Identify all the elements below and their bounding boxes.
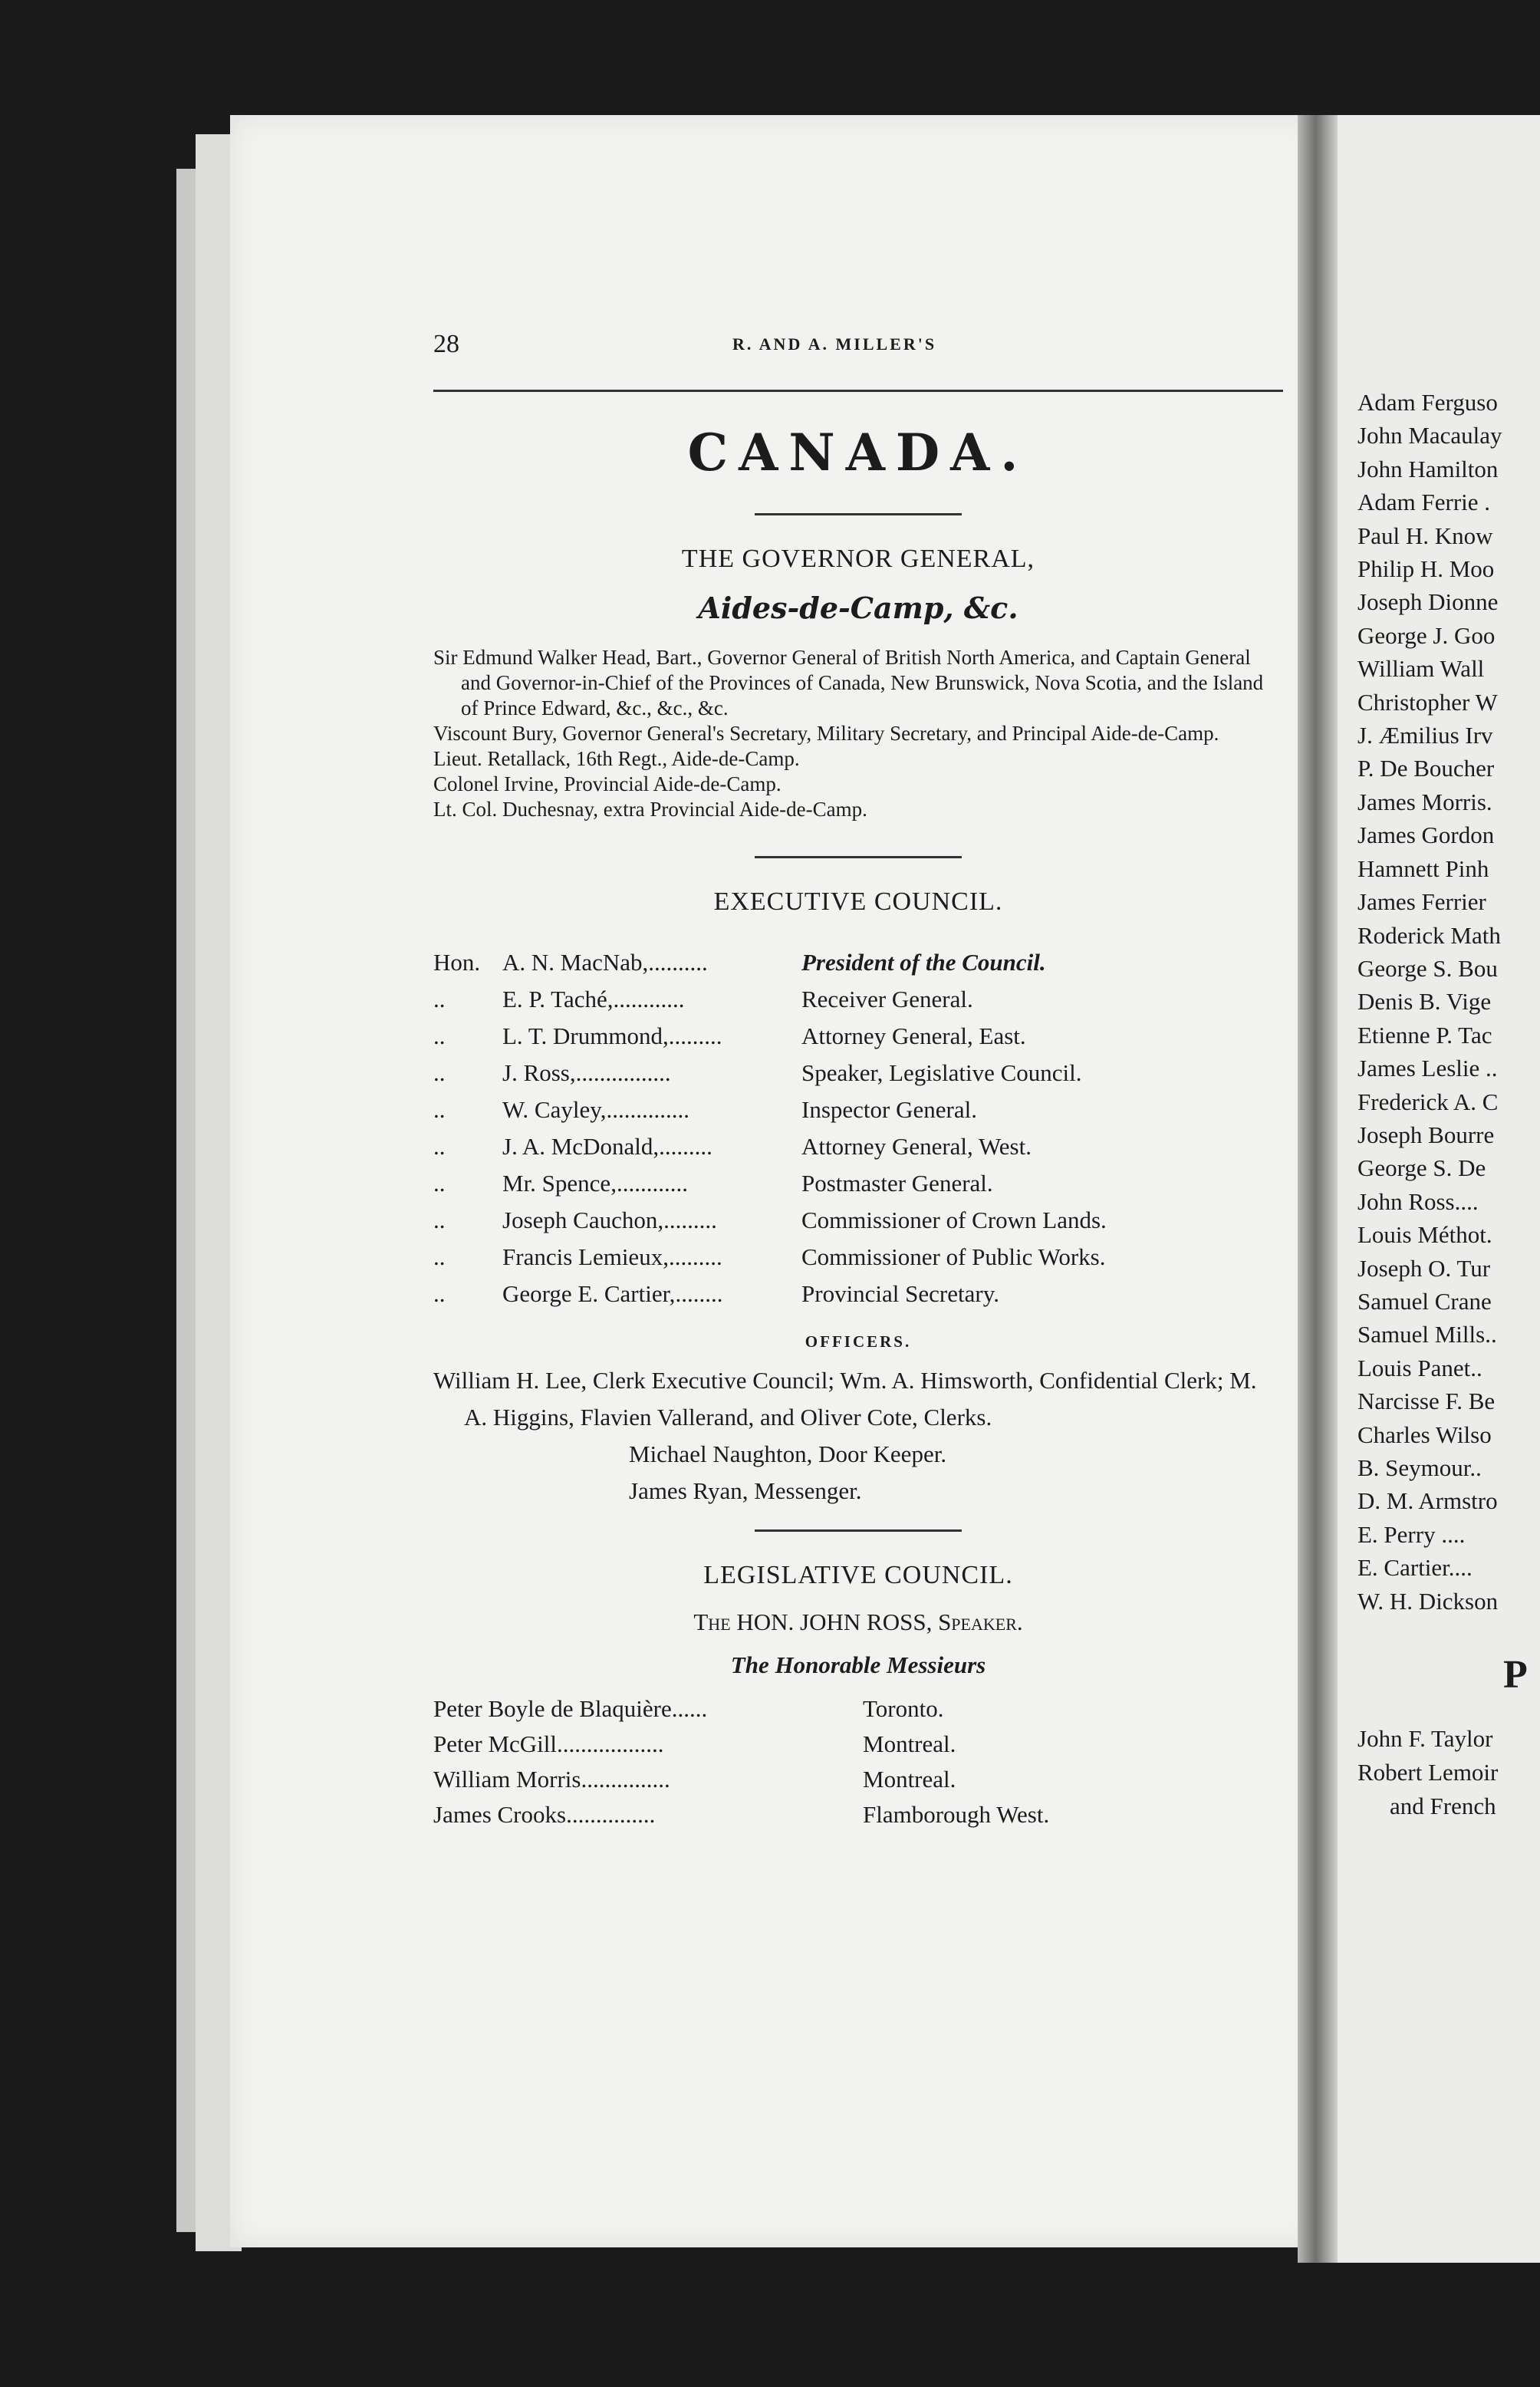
right-name: Joseph Dionne xyxy=(1357,588,1499,616)
officers-heading: OFFICERS. xyxy=(805,1332,912,1351)
right-bottom-line: Robert Lemoir xyxy=(1357,1759,1499,1786)
right-page-column xyxy=(1357,384,1540,1823)
legislator-name: William Morris............... xyxy=(433,1766,670,1793)
legislator-place: Montreal. xyxy=(863,1730,956,1757)
right-name: Christopher W xyxy=(1357,688,1498,716)
legislator-place: Flamborough West. xyxy=(863,1801,1050,1828)
governor-entry: Sir Edmund Walker Head, Bart., Governor General of British North America, and Captain General and Governor-in-Chief of the Provinces of Canada, New Brunswick, Nova Scotia, and the Island of Prince Edward, &c., &c., &c. xyxy=(433,646,1264,719)
messieurs-heading: The Honorable Messieurs xyxy=(730,1651,986,1678)
officers-text-block xyxy=(433,1362,1283,1510)
right-name: Samuel Crane xyxy=(1357,1287,1492,1315)
council-row xyxy=(433,1202,1283,1239)
governor-heading: THE GOVERNOR GENERAL, xyxy=(681,545,1035,573)
council-role: Attorney General, West. xyxy=(801,1133,1032,1160)
right-name: Samuel Mills.. xyxy=(1357,1321,1497,1348)
council-role: Provincial Secretary. xyxy=(801,1280,999,1307)
governor-entry: Lt. Col. Duchesnay, extra Provincial Aide-de-Camp. xyxy=(433,798,867,821)
council-prefix: .. xyxy=(433,1243,446,1270)
council-role: Speaker, Legislative Council. xyxy=(801,1059,1082,1086)
legislative-row xyxy=(433,1691,1283,1727)
right-name: P. De Boucher xyxy=(1357,755,1495,782)
right-name: Hamnett Pinh xyxy=(1357,854,1489,882)
right-name: James Ferrier xyxy=(1357,888,1486,916)
right-name: Adam Ferguso xyxy=(1357,389,1498,416)
right-name: Adam Ferrie . xyxy=(1357,489,1491,516)
governor-entry: Viscount Bury, Governor General's Secretary, Military Secretary, and Principal Aide-de-Camp. xyxy=(433,722,1219,745)
speaker-line: The HON. JOHN ROSS, Speaker. xyxy=(693,1608,1023,1635)
council-role: Attorney General, East. xyxy=(801,1022,1026,1049)
council-prefix: .. xyxy=(433,1133,446,1160)
right-name: Louis Panet.. xyxy=(1357,1354,1482,1381)
right-name: Charles Wilso xyxy=(1357,1421,1492,1448)
right-name: E. Cartier.... xyxy=(1357,1554,1473,1582)
council-name: Joseph Cauchon,......... xyxy=(502,1207,717,1233)
council-role: Inspector General. xyxy=(801,1096,977,1123)
council-row xyxy=(433,1128,1283,1165)
right-name: B. Seymour.. xyxy=(1357,1454,1482,1481)
right-name: J. Æmilius Irv xyxy=(1357,722,1493,749)
right-name: John Macaulay xyxy=(1357,422,1502,449)
right-name: W. H. Dickson xyxy=(1357,1587,1499,1615)
right-page-names xyxy=(1357,386,1540,1618)
council-prefix: .. xyxy=(433,1096,446,1123)
legislator-name: James Crooks............... xyxy=(433,1801,656,1828)
right-name: Joseph Bourre xyxy=(1357,1121,1495,1148)
governor-entry: Lieut. Retallack, 16th Regt., Aide-de-Camp. xyxy=(433,747,800,770)
running-head: R. AND A. MILLER'S xyxy=(732,334,937,354)
right-name: Roderick Math xyxy=(1357,921,1501,949)
council-role: Receiver General. xyxy=(801,986,973,1012)
right-bottom-line: and French xyxy=(1390,1793,1496,1820)
section-rule xyxy=(755,1529,962,1532)
legislator-place: Montreal. xyxy=(863,1766,956,1793)
council-prefix: .. xyxy=(433,1022,446,1049)
council-name: Francis Lemieux,......... xyxy=(502,1243,722,1270)
council-name: E. P. Taché,............ xyxy=(502,986,685,1012)
page-header xyxy=(433,330,1283,376)
aides-subheading: Aides-de-Camp, &c. xyxy=(698,591,1018,625)
council-name: J. A. McDonald,......... xyxy=(502,1133,712,1160)
legislative-row xyxy=(433,1727,1283,1762)
right-name: George S. De xyxy=(1357,1154,1486,1182)
legislator-name: Peter McGill.................. xyxy=(433,1730,664,1757)
council-name: J. Ross,................ xyxy=(502,1059,671,1086)
council-row xyxy=(433,944,1283,981)
council-prefix: .. xyxy=(433,1280,446,1307)
right-name: Louis Méthot. xyxy=(1357,1221,1492,1249)
right-name: James Gordon xyxy=(1357,821,1495,849)
council-row xyxy=(433,1055,1283,1091)
officers-text: William H. Lee, Clerk Executive Council; Wm. A. Himsworth, Confidential Clerk; M. A. Higgins, Flavien Vallerand, and Oliver Cote, Clerks. xyxy=(433,1367,1257,1431)
right-name: George S. Bou xyxy=(1357,954,1498,982)
council-row xyxy=(433,981,1283,1018)
council-row xyxy=(433,1239,1283,1276)
right-name: Philip H. Moo xyxy=(1357,555,1495,583)
legislative-row xyxy=(433,1797,1283,1832)
page-title: CANADA. xyxy=(687,423,1029,482)
right-page-bottom xyxy=(1357,1722,1540,1823)
council-row xyxy=(433,1276,1283,1312)
right-name: Etienne P. Tac xyxy=(1357,1021,1492,1049)
right-name: George J. Goo xyxy=(1357,621,1496,649)
council-role: Commissioner of Public Works. xyxy=(801,1243,1106,1270)
council-name: W. Cayley,.............. xyxy=(502,1096,689,1123)
council-name: Mr. Spence,............ xyxy=(502,1170,688,1197)
council-role: Postmaster General. xyxy=(801,1170,993,1197)
legislative-council-list xyxy=(433,1691,1283,1832)
council-row xyxy=(433,1165,1283,1202)
council-prefix: .. xyxy=(433,1059,446,1086)
right-name: John Ross.... xyxy=(1357,1187,1479,1215)
door-keeper: Michael Naughton, Door Keeper. xyxy=(629,1440,947,1467)
header-rule xyxy=(433,390,1283,392)
governor-entry: Colonel Irvine, Provincial Aide-de-Camp. xyxy=(433,772,782,795)
section-rule xyxy=(755,856,962,858)
council-role: Commissioner of Crown Lands. xyxy=(801,1207,1107,1233)
messenger: James Ryan, Messenger. xyxy=(629,1477,862,1504)
right-name: Joseph O. Tur xyxy=(1357,1254,1491,1282)
right-name: D. M. Armstro xyxy=(1357,1487,1498,1515)
council-row xyxy=(433,1091,1283,1128)
council-name: L. T. Drummond,......... xyxy=(502,1022,722,1049)
council-prefix: .. xyxy=(433,1170,446,1197)
legislator-place: Toronto. xyxy=(863,1695,944,1722)
right-name: James Morris. xyxy=(1357,788,1492,815)
right-page-big-letter: P xyxy=(1503,1653,1528,1697)
book-gutter xyxy=(1298,115,1338,2263)
council-prefix: Hon. xyxy=(433,949,481,976)
right-name: Paul H. Know xyxy=(1357,522,1493,549)
council-name: George E. Cartier,........ xyxy=(502,1280,723,1307)
right-name: John Hamilton xyxy=(1357,455,1499,482)
right-bottom-line: John F. Taylor xyxy=(1357,1725,1493,1753)
right-name: Denis B. Vige xyxy=(1357,988,1492,1016)
council-prefix: .. xyxy=(433,986,446,1012)
right-name: William Wall xyxy=(1357,655,1485,683)
governor-entries xyxy=(433,645,1283,822)
right-name: Frederick A. C xyxy=(1357,1088,1499,1115)
title-rule xyxy=(755,513,962,515)
legislative-heading: LEGISLATIVE COUNCIL. xyxy=(703,1561,1013,1589)
council-row xyxy=(433,1018,1283,1055)
council-name: A. N. MacNab,.......... xyxy=(502,949,708,976)
page-number: 28 xyxy=(433,330,459,358)
right-name: James Leslie .. xyxy=(1357,1055,1498,1082)
executive-heading: EXECUTIVE COUNCIL. xyxy=(713,887,1003,916)
legislative-row xyxy=(433,1762,1283,1797)
right-name: Narcisse F. Be xyxy=(1357,1388,1496,1415)
legislator-name: Peter Boyle de Blaquière...... xyxy=(433,1695,708,1722)
council-role: President of the Council. xyxy=(801,949,1046,976)
left-page-content xyxy=(433,330,1283,1832)
right-name: E. Perry .... xyxy=(1357,1520,1466,1548)
executive-council-list xyxy=(433,944,1283,1312)
council-prefix: .. xyxy=(433,1207,446,1233)
